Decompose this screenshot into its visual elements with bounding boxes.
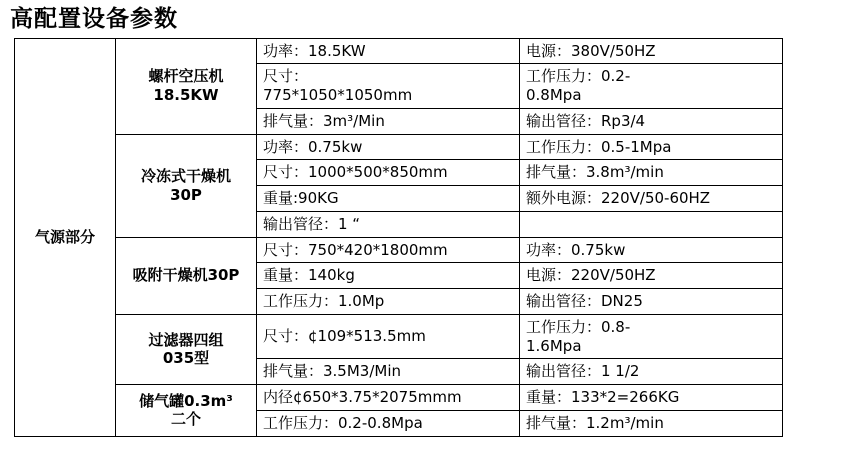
subject-line: 18.5KW [153, 86, 219, 105]
subject-cell-refrigerated-dryer [116, 134, 257, 237]
spec-cell-b: 排气量：3.8m³/min [520, 160, 783, 186]
spec-cell-a: 排气量：3m³/Min [257, 108, 520, 134]
spec-cell-b: 工作压力：0.5-1Mpa [520, 134, 783, 160]
spec-text-line: 775*1050*1050mm [263, 86, 413, 105]
spec-text-line: 1.6Mpa [526, 336, 582, 355]
spec-cell-a: 功率：0.75kw [257, 134, 520, 160]
subject-cell-air-tank [116, 385, 257, 437]
spec-text-line: 工作压力：0.2- [526, 67, 631, 86]
spec-cell-a: 工作压力：1.0Mp [257, 289, 520, 315]
subject-cell-screw-compressor [116, 38, 257, 134]
spec-text-line: 0.8Mpa [526, 86, 582, 105]
table-row [15, 385, 783, 411]
spec-cell-b: 输出管径：Rp3/4 [520, 108, 783, 134]
spec-text-line: 尺寸： [263, 67, 309, 86]
spec-table [14, 38, 783, 437]
spec-cell-a: 尺寸：1000*500*850mm [257, 160, 520, 186]
subject-line: 储气罐0.3m³ [139, 391, 233, 410]
table-row [15, 237, 783, 263]
subject-line: 30P [170, 185, 202, 204]
subject-line: 吸附干燥机30P [132, 266, 240, 285]
subject-line: 冷冻式干燥机 [140, 166, 231, 185]
spec-cell-a [257, 64, 520, 109]
spec-cell-b: 电源：380V/50HZ [520, 38, 783, 64]
spec-cell-b [520, 314, 783, 359]
spec-text-line: 工作压力：0.8- [526, 317, 631, 336]
subject-line: 螺杆空压机 [148, 67, 224, 86]
group-cell-air-source: 气源部分 [15, 38, 116, 436]
subject-cell-filter-set [116, 314, 257, 384]
spec-cell-b: 输出管径：DN25 [520, 289, 783, 315]
spec-cell-b: 排气量：1.2m³/min [520, 410, 783, 436]
spec-cell-b: 功率：0.75kw [520, 237, 783, 263]
subject-cell-adsorption-dryer [116, 237, 257, 314]
spec-cell-b: 输出管径：1 1/2 [520, 359, 783, 385]
spec-cell-a: 尺寸：¢109*513.5mm [257, 314, 520, 359]
spec-cell-a: 重量：140kg [257, 263, 520, 289]
spec-cell-a: 内径¢650*3.75*2075mmm [257, 385, 520, 411]
spec-cell-a: 输出管径：1 “ [257, 211, 520, 237]
spec-cell-b: 电源：220V/50HZ [520, 263, 783, 289]
spec-cell-b: 重量：133*2=266KG [520, 385, 783, 411]
spec-table-body [15, 38, 783, 436]
spec-cell-b [520, 211, 783, 237]
table-row [15, 134, 783, 160]
spec-cell-a: 工作压力：0.2-0.8Mpa [257, 410, 520, 436]
spec-cell-b: 额外电源：220V/50-60HZ [520, 186, 783, 212]
spec-cell-b [520, 64, 783, 109]
spec-cell-a: 排气量：3.5M3/Min [257, 359, 520, 385]
spec-cell-a: 尺寸：750*420*1800mm [257, 237, 520, 263]
table-row [15, 38, 783, 64]
spec-cell-a: 重量:90KG [257, 186, 520, 212]
spec-cell-a: 功率：18.5KW [257, 38, 520, 64]
subject-line: 二个 [170, 410, 201, 429]
subject-line: 过滤器四组 [148, 330, 224, 349]
page-title: 高配置设备参数 [10, 6, 178, 32]
subject-line: 035型 [162, 349, 210, 368]
table-row [15, 314, 783, 359]
